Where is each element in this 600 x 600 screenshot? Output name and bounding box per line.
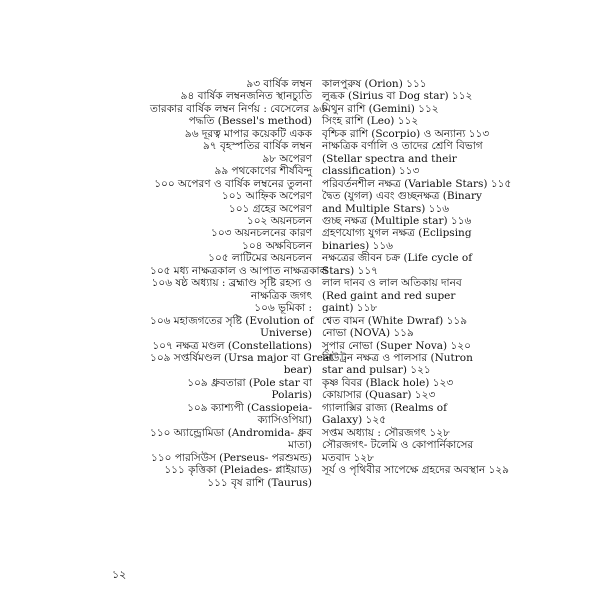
toc-line: ১১০ অ্যান্ড্রোমিডা (Andromida- ধ্রুব (150, 426, 313, 439)
toc-line: ১০২ অয়নচলন (246, 214, 312, 227)
toc-line: ৯৬ দূরত্ব মাপার কয়েকটি একক (184, 127, 312, 140)
toc-line: নিউট্রন নক্ষত্র ও পালসার (Nutron (322, 351, 473, 364)
toc-line: মতবাদ ১২৮ (322, 451, 374, 464)
toc-line: Universe) (260, 327, 312, 340)
toc-line: ১০১ আহ্নিক অপেরণ (221, 190, 312, 203)
toc-line: ১০৯ ধ্রুবতারা (Pole star বা (187, 376, 312, 389)
toc-line: তারকার বার্ষিক লম্বন নির্ণয় : বেসেলের ৯৬ (150, 102, 327, 115)
toc-line: ১০৬ ষষ্ঠ অধ্যায় : ব্রহ্মাণ্ড সৃষ্টি রহস্য ও (151, 277, 312, 290)
toc-line: গ্যালাক্সির রাজ্য (Realms of (322, 401, 447, 414)
toc-line: Galaxy) ১২৫ (322, 414, 387, 427)
toc-line: ১০০ অপেরণ ও বার্ষিক লম্বনের তুলনা (154, 177, 312, 190)
toc-line: gaint) ১১৮ (322, 302, 378, 315)
page-number: ১২ (112, 568, 127, 581)
toc-line: (Red gaint and red super (322, 289, 456, 302)
toc-line: সৌরজগৎ- টলেমি ও কোপার্নিকাসের (322, 439, 474, 452)
toc-line: ১০৯ সপ্তর্ষিমণ্ডল (Ursa major বা Great (150, 351, 334, 364)
toc-line: ১০১ গ্রহের অপেরণ (228, 202, 312, 215)
toc-line: পদ্ধতি (Bessel's method) (188, 115, 312, 128)
toc-line: মিথুন রাশি (Gemini) ১১২ (322, 102, 439, 115)
toc-line: সপ্তম অধ্যায় : সৌরজগৎ ১২৮ (322, 426, 450, 439)
toc-line: সিংহ রাশি (Leo) ১১২ (322, 115, 419, 128)
toc-line: Stars) ১১৭ (322, 264, 378, 277)
toc-line: Polaris) (271, 389, 312, 402)
toc-line: ক্যাসিওপিয়া) (257, 414, 312, 427)
toc-line: নক্ষত্রের জীবন চক্র (Life cycle of (322, 252, 473, 265)
toc-right-column (322, 78, 580, 477)
toc-line: নাক্ষত্রিক জগৎ (250, 289, 312, 302)
toc-line: ৯৯ পথকোণের শীর্ষবিন্দু (214, 165, 312, 178)
toc-line: বৃশ্চিক রাশি (Scorpio) ও অন্যান্য ১১৩ (322, 127, 490, 140)
toc-line: and Multiple Stars) ১১৬ (322, 202, 450, 215)
toc-line: ১০৬ ভূমিকা : (254, 302, 312, 315)
toc-line: ১০৬ মহাজগতের সৃষ্টি (Evolution of (150, 314, 314, 327)
toc-line: পরিবর্তনশীল নক্ষত্র (Variable Stars) ১১৫ (322, 177, 512, 190)
toc-line: নোভা (NOVA) ১১৯ (322, 327, 414, 340)
toc-line: binaries) ১১৬ (322, 239, 393, 252)
toc-line: ১০৫ লাটিমের অয়নচলন (208, 252, 312, 265)
toc-line: ৯৮ অপেরণ (262, 152, 312, 165)
toc-line: নাক্ষত্রিক বর্ণালি ও তাদের শ্রেণি বিভাগ (322, 140, 483, 153)
toc-left-column (150, 78, 334, 489)
toc-line: ৯৩ বার্ষিক লম্বন (246, 78, 312, 90)
toc-line: bear) (283, 364, 312, 377)
toc-line: ১০৪ অক্ষবিচলন (242, 239, 312, 252)
toc-line: কৃষ্ণ বিবর (Black hole) ১২৩ (322, 376, 454, 389)
toc-line: দ্বৈত (যুগল) এবং গুচ্ছনক্ষত্র (Binary (322, 190, 482, 203)
toc-line: লাল দানব ও লাল অতিকায় দানব (322, 277, 462, 290)
toc-line: ১০৫ মধ্য নাক্ষত্রকাল ও আপাত নাক্ষত্রকাল (150, 264, 328, 277)
toc-line: ১১১ কৃত্তিকা (Pleiades- প্লাইয়াড) (164, 464, 312, 477)
toc-line: কালপুরুষ (Orion) ১১১ (322, 78, 427, 90)
toc-line: গ্রহণযোগ্য যুগল নক্ষত্র (Eclipsing (322, 227, 472, 240)
toc-line: মাতা) (288, 439, 312, 452)
toc-line: গুচ্ছ নক্ষত্র (Multiple star) ১১৬ (322, 214, 472, 227)
toc-line: কোয়াসার (Quasar) ১২৩ (322, 389, 436, 402)
toc-line: ৯৪ বার্ষিক লম্বনজনিত স্থানচ্যুতি (180, 90, 312, 103)
toc-line: শ্বেত বামন (White Dwraf) ১১৯ (322, 314, 468, 327)
toc-line: ১০৩ অয়নচলনের কারণ (211, 227, 312, 240)
toc-line: সূর্য ও পৃথিবীর সাপেক্ষে গ্রহদের অবস্থান ১২৯ (322, 464, 509, 477)
toc-line: সুপার নোভা (Super Nova) ১২০ (322, 339, 471, 352)
toc-line: লুব্ধক (Sirius বা Dog star) ১১২ (322, 90, 473, 103)
toc-line: classification) ১১৩ (322, 165, 420, 178)
toc-line: ১১১ বৃষ রাশি (Taurus) (207, 476, 312, 489)
toc-line: (Stellar spectra and their (322, 152, 457, 165)
toc-line: ১০৭ নক্ষত্র মণ্ডল (Constellations) (152, 339, 312, 352)
toc-line: ৯৭ বৃহস্পতির বার্ষিক লম্বন (202, 140, 312, 153)
toc-line: star and pulsar) ১২১ (322, 364, 431, 377)
toc-line: ১১০ পারসিউস (Perseus- পরশুমন্ড) (151, 451, 312, 464)
toc-line: ১০৯ ক্যাশ্যপী (Cassiopeia- (187, 401, 312, 414)
